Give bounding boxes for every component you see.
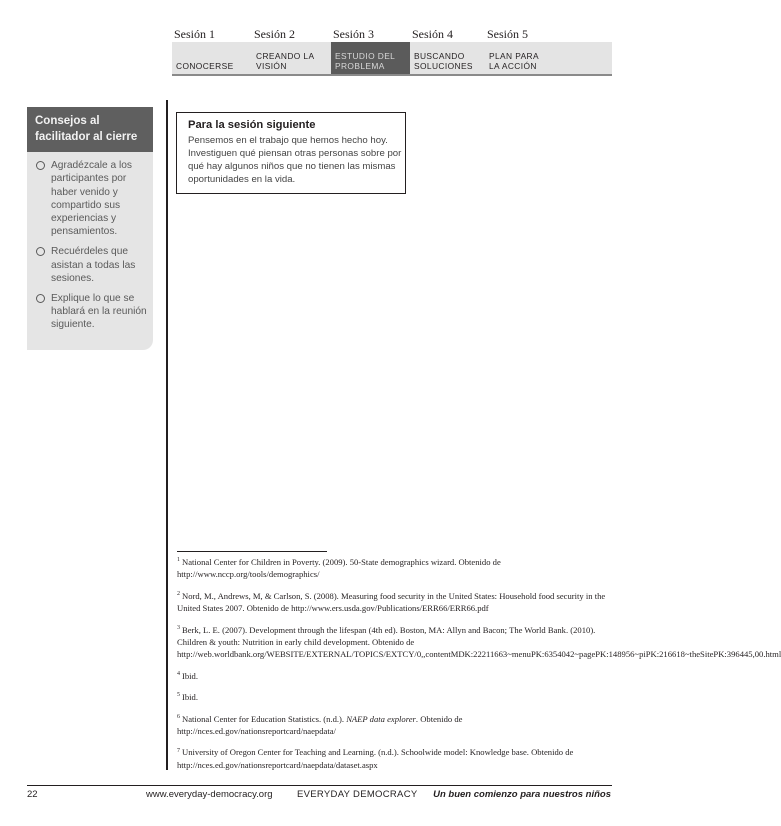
footnote-text: University of Oregon Center for Teaching and Learning. (n.d.). Schoolwide model: Knowledge base. Obtenido de http://nces.ed.gov/nationsreportcard/naepdata/dataset.aspx [177,747,574,770]
session-5-band [485,42,612,74]
footnote-text: Nord, M., Andrews, M, & Carlson, S. (2008). Measuring food security in the United States: Household food security in the United States 2007. Obtenido de http://www.ers.usda.gov/Publications/ERR66/ERR66.pdf [177,590,606,614]
footnote-number: 7 [177,747,180,754]
session-5-name-line1: PLAN PARA [489,51,539,61]
footnote-number: 3 [177,624,180,631]
footnote-1 [177,556,609,581]
footnote-rule [177,551,327,552]
facilitator-tips-title: Consejos al facilitador al cierre [35,115,138,143]
session-1-band [172,42,252,74]
session-4-title: Sesión 4 [412,27,454,41]
website-link[interactable]: www.everyday-democracy.org [146,789,273,800]
session-1-name: CONOCERSE [176,61,234,71]
session-2-name [256,51,314,71]
facilitator-tips-header [27,107,153,152]
session-4-name-line2: SOLUCIONES [414,61,473,71]
session-2-name-line1: CREANDO LA [256,51,315,61]
footer-rule [27,785,612,786]
next-session-body: Pensemos en el trabajo que hemos hecho hoy. Investiguen qué piensan otras personas sobre por qué hay algunos niños que no tienen las mismas oportunidades en la vida. [188,135,402,185]
session-2-title: Sesión 2 [254,27,296,41]
next-session-heading: Para la sesión siguiente [188,119,316,131]
footnote-text: National Center for Children in Poverty. (2009). 50-State demographics wizard. Obtenido de http://www.nccp.org/tools/demographics/ [177,557,501,580]
session-3-name-line1: ESTUDIO DEL [335,51,396,61]
tip-item [36,159,150,239]
session-4-name [414,51,473,71]
circle-bullet-icon [36,294,45,303]
session-3-band [331,42,410,74]
footnote-6 [177,713,609,738]
footnote-text: Ibid. [182,692,198,703]
footnote-text: . Obtenido de http://nces.ed.gov/nationsreportcard/naepdata/ [177,713,463,737]
session-1-title: Sesión 1 [174,27,216,41]
tip-text: Agradézcale a los participantes por haber venido y compartido sus experiencias y pensamientos. [51,160,132,238]
session-2-band [252,42,331,74]
footnote-text: Berk, L. E. (2007). Development through the lifespan (4th ed). Boston, MA: Allyn and Bacon; The World Bank. (2010). Children & youth: Nutrition in early child development. Obtenido de http://web.worldbank.org/WEBSITE/EXTERNAL/TOPICS/EXTCY/0,,contentMDK:22211663~menuPK:6354042~pagePK:148956~piPK:216618~theSitePK:396445,00.html [177,624,781,660]
guide-title: Un buen comienzo para nuestros niños [433,789,611,800]
column-divider [166,100,168,770]
footnote-2 [177,590,609,615]
session-3-name [335,51,395,71]
session-3-title: Sesión 3 [333,27,375,41]
footnote-number: 4 [177,670,180,677]
tip-text: Explique lo que se hablará en la reunión siguiente. [51,292,147,331]
footnote-4 [177,670,609,682]
page-number: 22 [27,789,38,800]
footnote-7 [177,746,609,771]
circle-bullet-icon [36,247,45,256]
tip-item [36,245,150,285]
session-5-title: Sesión 5 [487,27,529,41]
tip-item [36,292,150,332]
session-5-name [489,51,539,71]
footnote-text: Ibid. [182,670,198,681]
session-4-name-line1: BUSCANDO [414,51,465,61]
footnote-5 [177,691,609,703]
session-5-name-line2: LA ACCIÓN [489,61,537,71]
organization-name: EVERYDAY DEMOCRACY [297,789,418,800]
footnote-italic-title: NAEP data explorer [346,713,416,724]
footnotes [177,556,781,780]
footnote-text: National Center for Education Statistics. (n.d.). [182,713,347,724]
footnote-number: 2 [177,590,180,597]
footnote-number: 5 [177,692,180,699]
footnote-3 [177,624,781,661]
session-header-rule [172,74,612,76]
footnote-number: 1 [177,557,180,564]
tip-text: Recuérdeles que asistan a todas las sesiones. [51,246,136,284]
session-navigation [172,22,612,74]
session-3-name-line2: PROBLEMA [335,61,385,71]
session-2-name-line2: VISIÓN [256,61,287,71]
next-session-box [176,112,406,194]
footnote-number: 6 [177,713,180,720]
facilitator-tips-list [36,159,150,338]
session-4-band [410,42,485,74]
facilitator-tips-box [27,107,153,350]
circle-bullet-icon [36,161,45,170]
